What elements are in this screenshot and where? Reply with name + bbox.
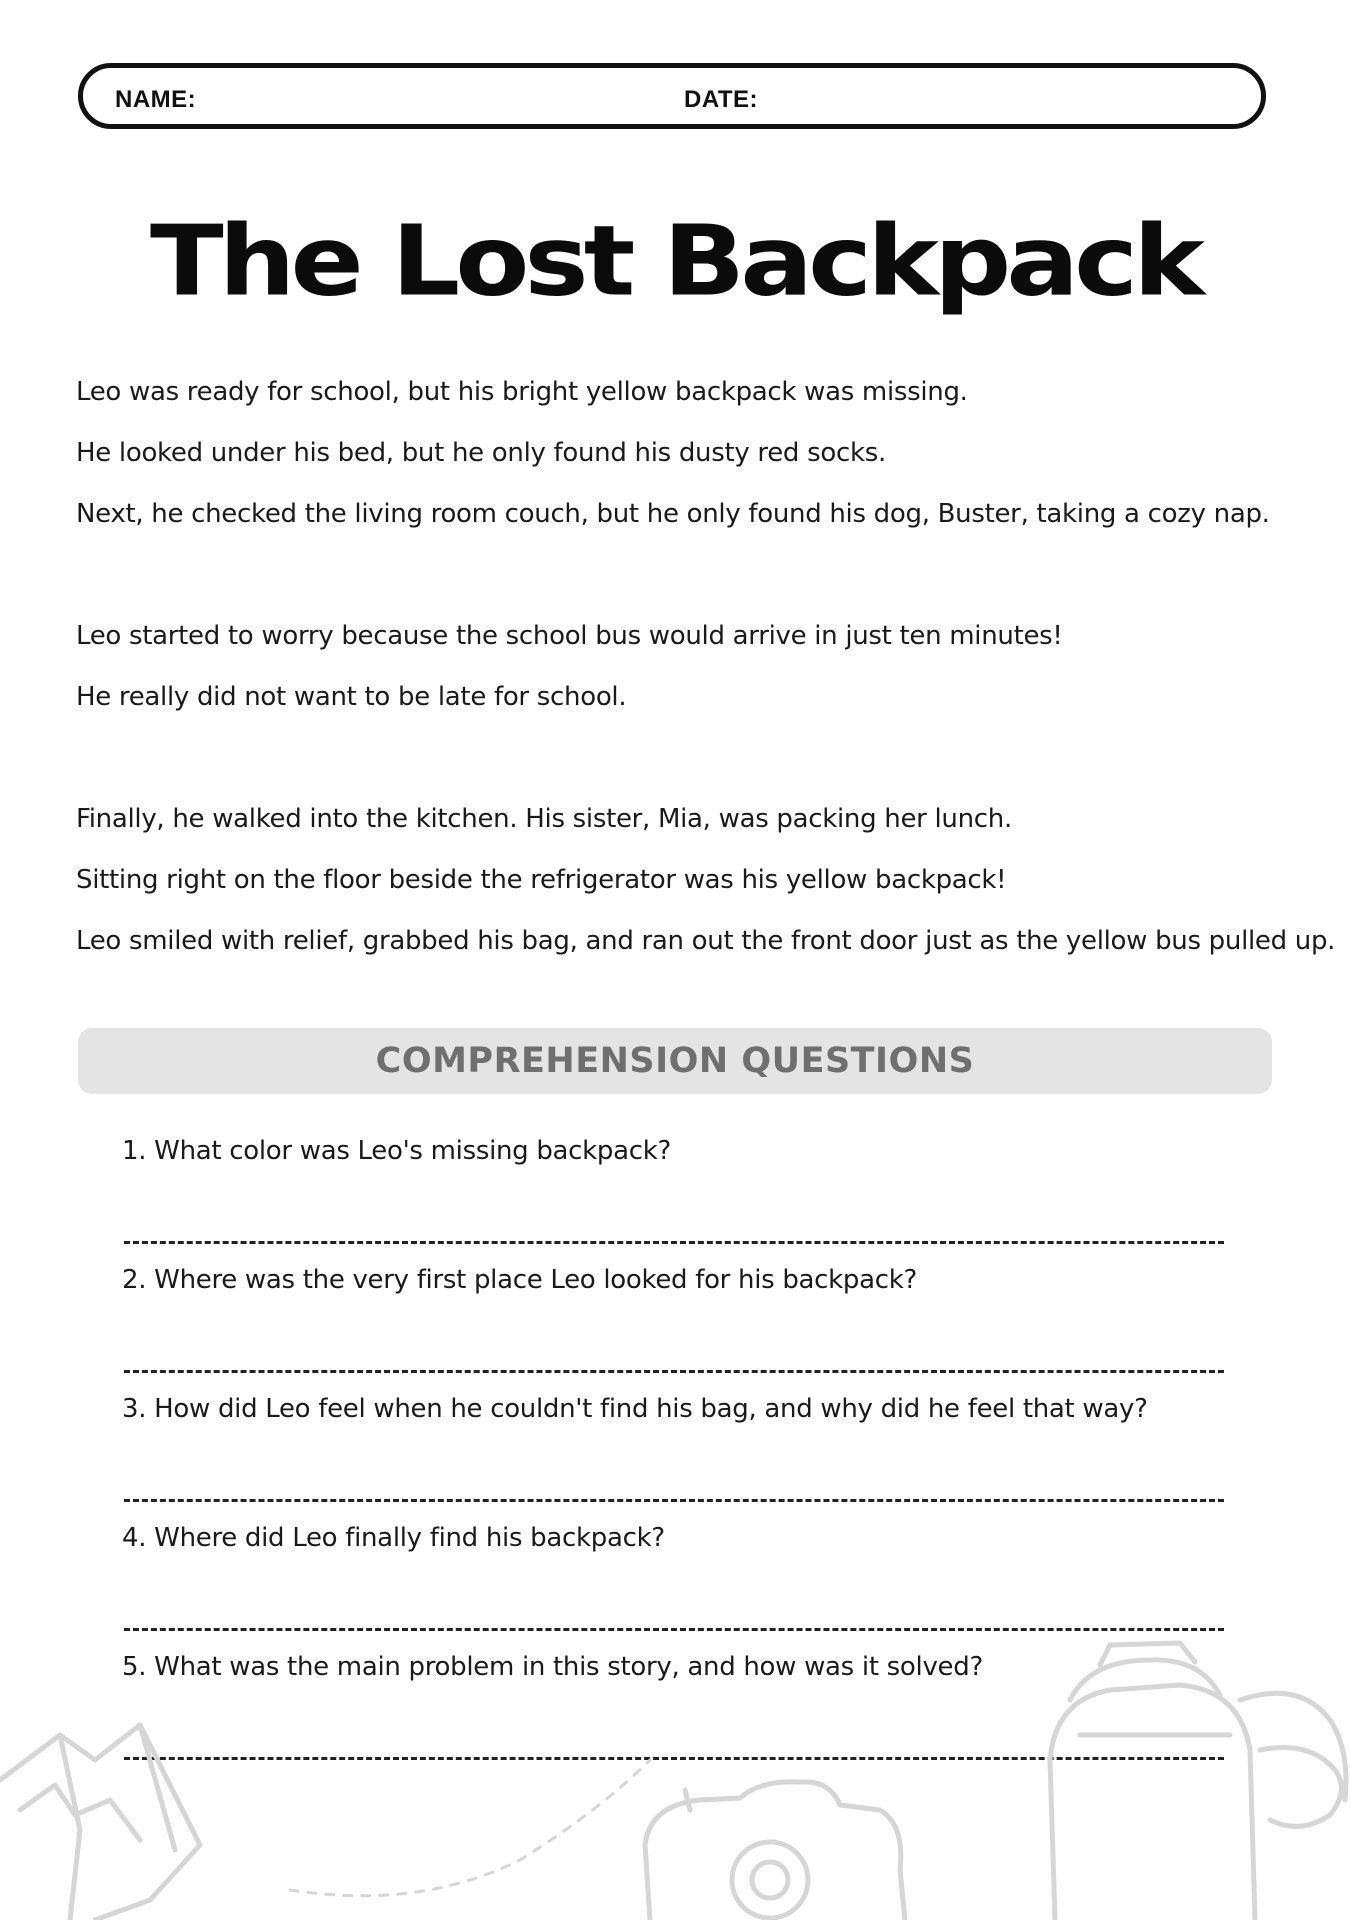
camera-doodle-icon [645,1782,905,1920]
question-text: 3. How did Leo feel when he couldn't find his bag, and why did he feel that way? [122,1394,1148,1424]
story-line: Sitting right on the floor beside the refrigerator was his yellow backpack! [76,865,1007,895]
name-label: NAME: [115,86,197,113]
question-text: 4. Where did Leo finally find his backpack? [122,1523,665,1553]
answer-line[interactable] [124,1628,1224,1631]
backpack-doodle-icon [1050,1643,1346,1920]
question-text: 5. What was the main problem in this story, and how was it solved? [122,1652,983,1682]
question-text: 2. Where was the very first place Leo looked for his backpack? [122,1265,918,1295]
story-line: Finally, he walked into the kitchen. His sister, Mia, was packing her lunch. [76,804,1012,834]
decorative-doodles [0,1640,1350,1920]
comprehension-banner [78,1028,1272,1094]
question-item [122,1519,1232,1648]
answer-line[interactable] [124,1499,1224,1502]
name-date-header [78,63,1266,129]
story-line: Next, he checked the living room couch, but he only found his dog, Buster, taking a cozy nap. [76,499,1270,529]
dotted-trail-icon [290,1760,650,1896]
story-line: He really did not want to be late for school. [76,682,627,712]
story-line: He looked under his bed, but he only found his dusty red socks. [76,438,886,468]
story-line: Leo started to worry because the school bus would arrive in just ten minutes! [76,621,1063,651]
answer-line[interactable] [124,1370,1224,1373]
question-item [122,1132,1232,1261]
story-line: Leo smiled with relief, grabbed his bag, and ran out the front door just as the yellow bus pulled up. [76,926,1336,956]
date-label: DATE: [684,86,759,113]
map-doodle-icon [0,1725,200,1920]
section-title: COMPREHENSION QUESTIONS [375,1041,975,1081]
story-text [76,362,1336,972]
story-line: Leo was ready for school, but his bright yellow backpack was missing. [76,377,968,407]
question-text: 1. What color was Leo's missing backpack? [122,1136,672,1166]
answer-line[interactable] [124,1241,1224,1244]
question-item [122,1261,1232,1390]
question-item [122,1390,1232,1519]
page-title: The Lost Backpack [149,205,1200,318]
